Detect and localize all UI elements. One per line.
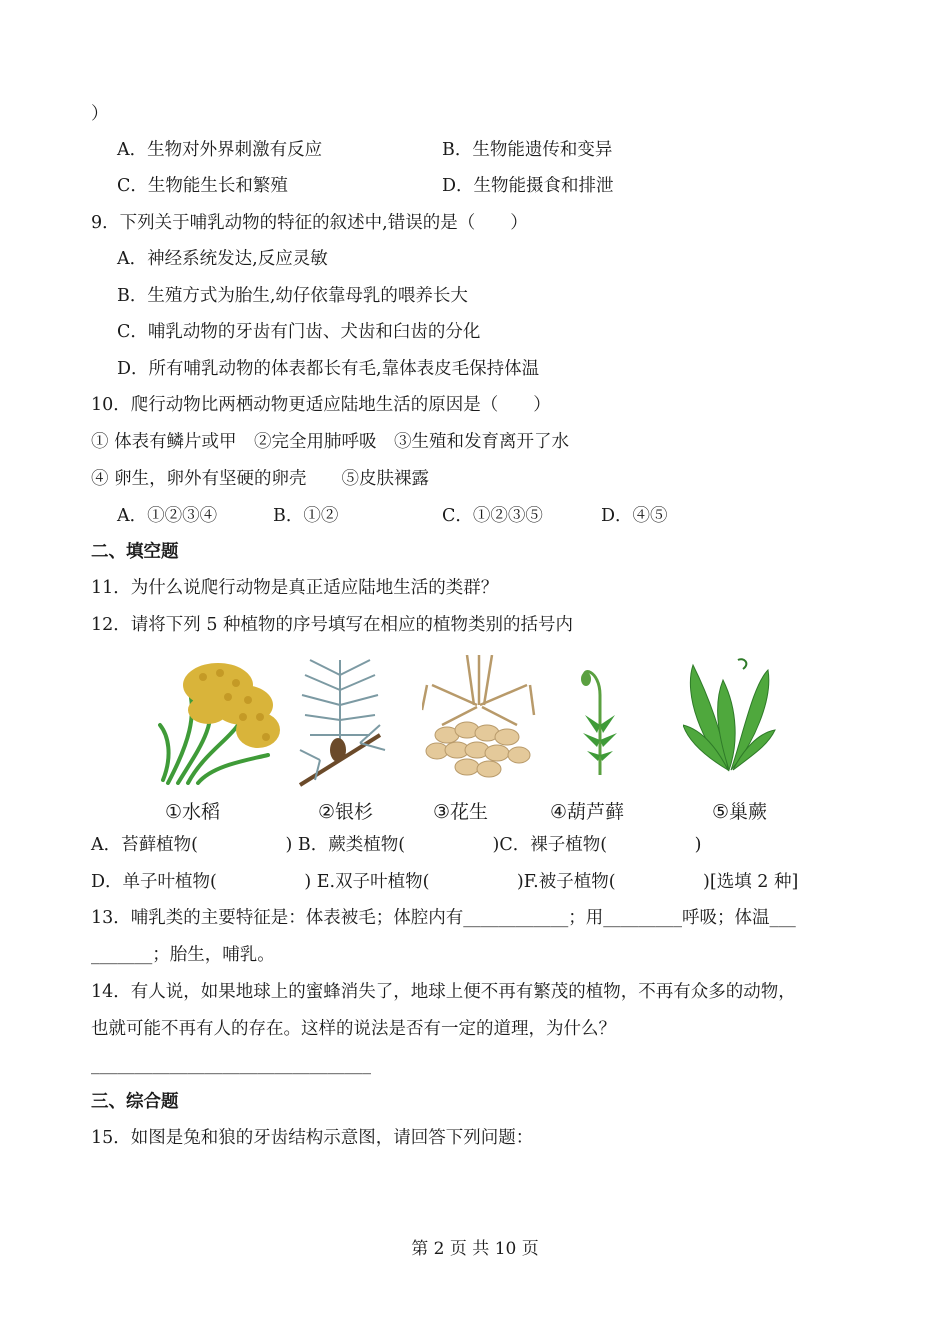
q9-option-a: A．神经系统发达,反应灵敏 xyxy=(117,249,328,269)
plant-caption-rice: ①水稻 xyxy=(165,801,221,823)
q10-option-d: D．④⑤ xyxy=(601,506,668,526)
q14-answer-blank: ________________________________ xyxy=(91,1055,371,1075)
q12-blanks-line-2: D．单子叶植物( ) E.双子叶植物( )F.被子植物( )[选填 2 种] xyxy=(91,872,799,892)
plant-caption-peanut: ③花生 xyxy=(433,801,489,823)
q10-items-2: ④ 卵生，卵外有坚硬的卵壳 ⑤皮肤裸露 xyxy=(91,469,430,489)
q10-items-1: ① 体表有鳞片或甲 ②完全用肺呼吸 ③生殖和发育离开了水 xyxy=(91,432,570,452)
q13-line-2: _______；胎生，哺乳。 xyxy=(91,945,275,965)
q10-stem: 10．爬行动物比两栖动物更适应陆地生活的原因是（ ） xyxy=(91,395,551,415)
q8-option-d: D．生物能摄食和排泄 xyxy=(442,176,614,196)
q8-option-c: C．生物能生长和繁殖 xyxy=(117,176,288,196)
q8-tail: ） xyxy=(91,104,109,124)
peanut-illustration xyxy=(422,655,537,780)
moss-illustration xyxy=(575,655,625,780)
q10-option-c: C．①②③⑤ xyxy=(442,506,543,526)
q15-stem: 15．如图是兔和狼的牙齿结构示意图，请回答下列问题： xyxy=(91,1128,534,1148)
q8-option-b: B．生物能遗传和变异 xyxy=(442,140,613,160)
q12-blanks-line-1: A．苔藓植物( ) B．蕨类植物( )C．裸子植物( ) xyxy=(91,835,702,855)
q11-stem: 11．为什么说爬行动物是真正适应陆地生活的类群？ xyxy=(91,578,499,598)
plant-caption-moss: ④葫芦藓 xyxy=(550,801,625,823)
q10-option-b: B．①② xyxy=(273,506,339,526)
q9-option-c: C．哺乳动物的牙齿有门齿、犬齿和臼齿的分化 xyxy=(117,322,481,342)
q9-option-d: D．所有哺乳动物的体表都长有毛,靠体表皮毛保持体温 xyxy=(117,359,540,379)
q8-option-a: A．生物对外界刺激有反应 xyxy=(117,140,323,160)
section-comprehensive-title: 三、综合题 xyxy=(91,1092,179,1112)
page-number-footer: 第 2 页 共 10 页 xyxy=(411,1239,539,1259)
q14-line-1: 14．有人说，如果地球上的蜜蜂消失了，地球上便不再有繁茂的植物，不再有众多的动物， xyxy=(91,982,796,1002)
plant-figure xyxy=(150,655,790,830)
q12-stem: 12．请将下列 5 种植物的序号填写在相应的植物类别的括号内 xyxy=(91,615,574,635)
plant-caption-fern: ⑤巢蕨 xyxy=(712,801,768,823)
section-fill-in-title: 二、填空题 xyxy=(91,542,179,562)
fir-illustration xyxy=(290,655,390,795)
rice-illustration xyxy=(158,655,288,785)
q9-stem: 9．下列关于哺乳动物的特征的叙述中,错误的是（ ） xyxy=(91,213,528,233)
q13-line-1: 13．哺乳类的主要特征是：体表被毛；体腔内有____________；用_________呼吸；体温___ xyxy=(91,908,796,928)
q14-line-2: 也就可能不再有人的存在。这样的说法是否有一定的道理，为什么？ xyxy=(91,1019,616,1039)
nest-fern-illustration xyxy=(683,655,778,775)
q9-option-b: B．生殖方式为胎生,幼仔依靠母乳的喂养长大 xyxy=(117,286,468,306)
q10-option-a: A．①②③④ xyxy=(117,506,218,526)
plant-caption-fir: ②银杉 xyxy=(318,801,374,823)
